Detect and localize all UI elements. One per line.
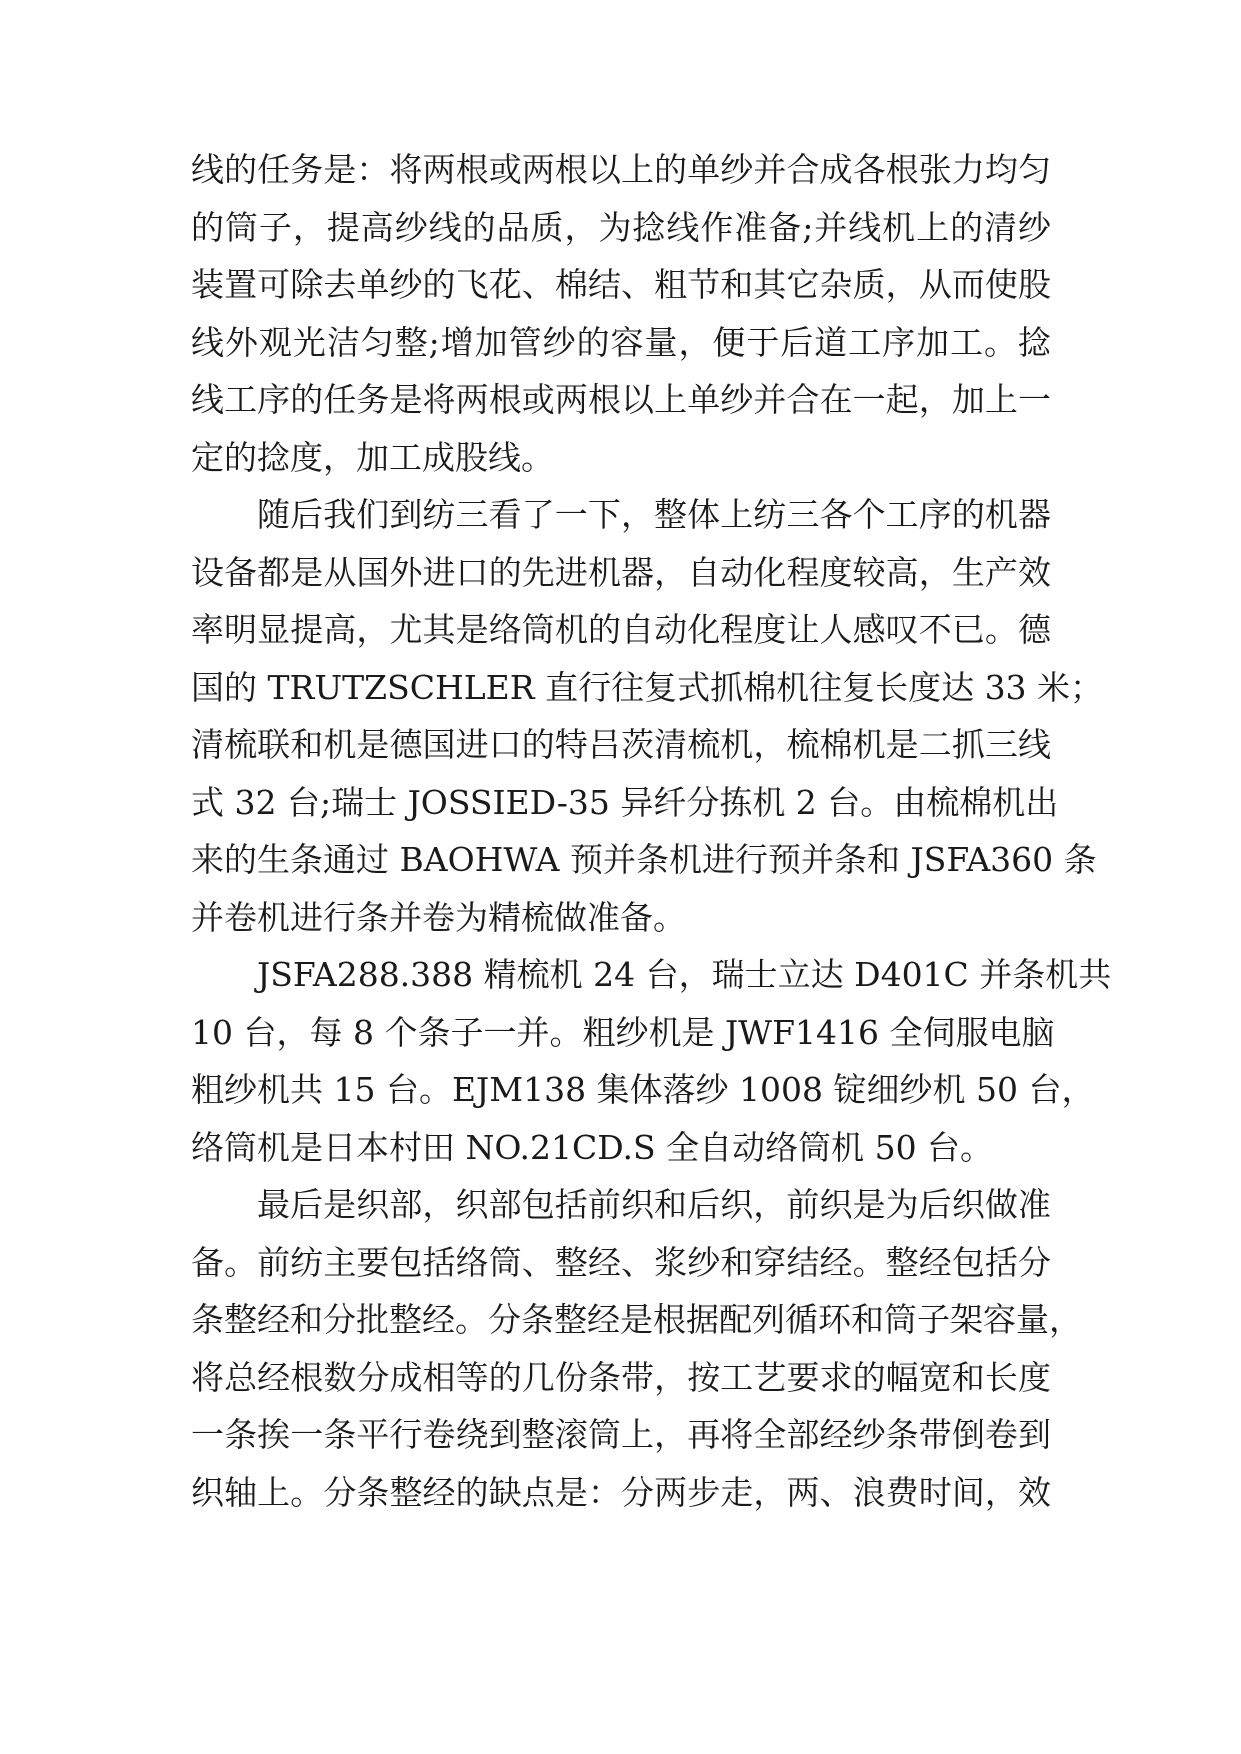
- text-line: 线的任务是：将两根或两根以上的单纱并合成各根张力均匀: [191, 150, 1051, 189]
- text-line: 设备都是从国外进口的先进机器，自动化程度较高，生产效: [191, 552, 1051, 592]
- paragraph: [191, 141, 1051, 486]
- text-line: 粗纱机共 15 台。EJM138 集体落纱 1008 锭细纱机 50 台，: [191, 1070, 1095, 1109]
- text-line: 率明显提高，尤其是络筒机的自动化程度让人感叹不已。德: [191, 610, 1051, 649]
- text-line: 国的 TRUTZSCHLER 直行往复式抓棉机往复长度达 33 米；: [191, 667, 1104, 707]
- body-text: [191, 141, 1112, 1521]
- text-line: 线工序的任务是将两根或两根以上单纱并合在一起，加上一: [191, 380, 1051, 419]
- text-line: 来的生条通过 BAOHWA 预并条机进行预并条和 JSFA360 条: [191, 840, 1097, 879]
- text-line: 条整经和分批整经。分条整经是根据配列循环和筒子架容量，: [191, 1300, 1082, 1339]
- paragraph: [191, 486, 1104, 946]
- text-line: JSFA288.388 精梳机 24 台，瑞士立达 D401C 并条机共: [257, 955, 1112, 994]
- text-line: 织轴上。分条整经的缺点是：分两步走，两、浪费时间，效: [191, 1472, 1051, 1512]
- text-line: 最后是织部，织部包括前织和后织，前织是为后织做准: [257, 1185, 1051, 1224]
- text-line: 式 32 台;瑞士 JOSSIED-35 异纤分拣机 2 台。由梳棉机出: [191, 782, 1059, 822]
- text-line: 随后我们到纺三看了一下，整体上纺三各个工序的机器: [257, 495, 1051, 534]
- text-line: 备。前纺主要包括络筒、整经、浆纱和穿结经。整经包括分: [191, 1242, 1051, 1282]
- text-line: 清梳联和机是德国进口的特吕茨清梳机，梳棉机是二抓三线: [191, 725, 1051, 764]
- text-line: 一条挨一条平行卷绕到整滚筒上，再将全部经纱条带倒卷到: [191, 1415, 1051, 1454]
- text-line: 将总经根数分成相等的几份条带，按工艺要求的幅宽和长度: [191, 1357, 1051, 1397]
- paragraph: [191, 1176, 1082, 1521]
- text-line: 并卷机进行条并卷为精梳做准备。: [191, 897, 686, 937]
- text-line: 定的捻度，加工成股线。: [191, 437, 554, 477]
- paragraph: [191, 946, 1112, 1176]
- text-line: 装置可除去单纱的飞花、棉结、粗节和其它杂质，从而使股: [191, 265, 1051, 304]
- text-line: 络筒机是日本村田 NO.21CD.S 全自动络筒机 50 台。: [191, 1127, 994, 1167]
- text-line: 线外观光洁匀整;增加管纱的容量，便于后道工序加工。捻: [191, 322, 1051, 362]
- text-line: 10 台，每 8 个条子一并。粗纱机是 JWF1416 全伺服电脑: [191, 1012, 1055, 1052]
- text-line: 的筒子，提高纱线的品质，为捻线作准备;并线机上的清纱: [191, 207, 1051, 247]
